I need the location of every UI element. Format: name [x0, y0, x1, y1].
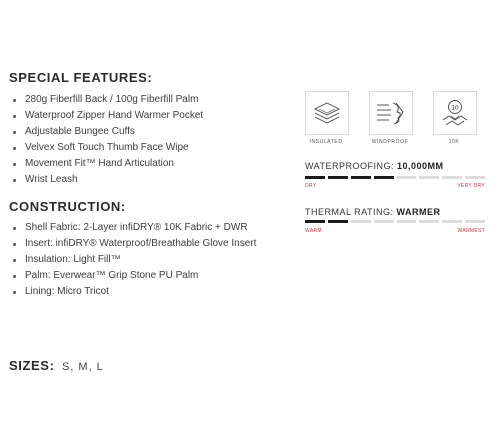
- thermal-min-label: WARM: [305, 228, 322, 234]
- thermal-title: [305, 207, 441, 217]
- construction-list: [11, 220, 256, 300]
- list-item: Movement Fit™ Hand Articulation: [11, 156, 203, 172]
- list-item: Shell Fabric: 2-Layer infiDRY® 10K Fabric + DWR: [11, 220, 256, 236]
- waterproofing-max-label: VERY DRY: [457, 183, 485, 189]
- waterproofing-segment: [328, 176, 348, 179]
- waterproofing-segment: [442, 176, 462, 179]
- thermal-segment: [442, 220, 462, 223]
- waterproofing-segment: [374, 176, 394, 179]
- list-item: Wrist Leash: [11, 172, 203, 188]
- thermal-label: THERMAL RATING:: [305, 207, 394, 217]
- waterproofing-value: 10,000MM: [397, 161, 444, 171]
- sizes-label: SIZES:: [9, 358, 55, 373]
- list-item: Adjustable Bungee Cuffs: [11, 124, 203, 140]
- waterproofing-min-label: DRY: [305, 183, 317, 189]
- sizes-value: S, M, L: [61, 361, 104, 373]
- windproof-icon: [369, 91, 413, 135]
- thermal-segment: [305, 220, 325, 223]
- waterproofing-segment: [305, 176, 325, 179]
- list-item: Insert: infiDRY® Waterproof/Breathable Glove Insert: [11, 236, 256, 252]
- thermal-segment: [465, 220, 485, 223]
- thermal-segment: [397, 220, 417, 223]
- list-item: Lining: Micro Tricot: [11, 284, 256, 300]
- waterproofing-title: [305, 161, 444, 171]
- waterproofing-segment: [397, 176, 417, 179]
- list-item: 280g Fiberfill Back / 100g Fiberfill Palm: [11, 92, 203, 108]
- waterproofing-segment: [351, 176, 371, 179]
- list-item: Insulation: Light Fill™: [11, 252, 256, 268]
- 10k-badge: 10: [451, 104, 459, 112]
- insulated-caption: INSULATED: [309, 139, 343, 145]
- waterproofing-label: WATERPROOFING:: [305, 161, 394, 171]
- 10k-icon: [433, 91, 477, 135]
- waterproofing-segment: [465, 176, 485, 179]
- construction-heading: CONSTRUCTION:: [9, 199, 126, 214]
- thermal-segment: [419, 220, 439, 223]
- thermal-segment: [351, 220, 371, 223]
- thermal-segment: [328, 220, 348, 223]
- list-item: Velvex Soft Touch Thumb Face Wipe: [11, 140, 203, 156]
- list-item: Waterproof Zipper Hand Warmer Pocket: [11, 108, 203, 124]
- 10k-caption: 10K: [448, 139, 460, 145]
- thermal-value: WARMER: [396, 207, 441, 217]
- sizes-row: [9, 357, 104, 375]
- waterproofing-meter: [305, 176, 485, 179]
- list-item: Palm: Everwear™ Grip Stone PU Palm: [11, 268, 256, 284]
- insulated-icon: [305, 91, 349, 135]
- special-features-list: [11, 92, 203, 188]
- thermal-meter: [305, 220, 485, 223]
- special-features-heading: SPECIAL FEATURES:: [9, 70, 153, 85]
- waterproofing-segment: [419, 176, 439, 179]
- thermal-max-label: WARMEST: [457, 228, 485, 234]
- thermal-segment: [374, 220, 394, 223]
- windproof-caption: WINDPROOF: [371, 139, 409, 145]
